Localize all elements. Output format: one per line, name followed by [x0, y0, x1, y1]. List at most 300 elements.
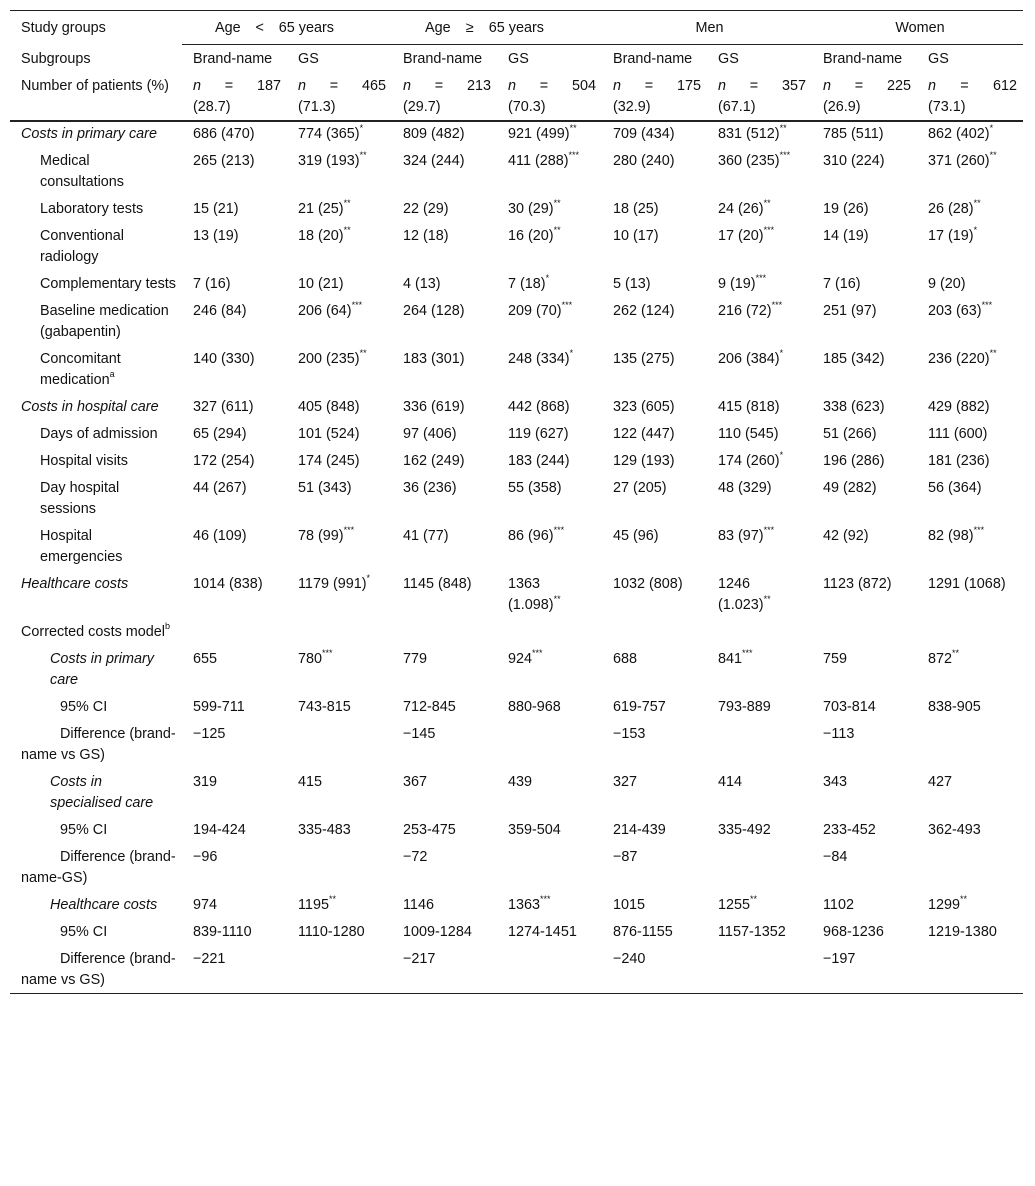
subgroup-label: Brand-name	[613, 51, 693, 67]
patient-count-cell	[812, 72, 917, 121]
value-text: 14 (19)	[823, 228, 869, 244]
subgroup-label: Brand-name	[823, 51, 903, 67]
value-text: 248 (334)	[508, 351, 570, 367]
value-text: 415	[298, 774, 323, 790]
value-cell	[182, 297, 287, 345]
value-text: 65 (294)	[193, 426, 247, 442]
value-text: −113	[823, 726, 855, 742]
value-cell	[497, 447, 602, 474]
value-cell	[497, 345, 602, 393]
value-cell	[182, 945, 287, 994]
significance-marker: ***	[742, 648, 753, 659]
value-text: 336 (619)	[403, 399, 465, 415]
value-cell	[812, 918, 917, 945]
value-cell	[497, 891, 602, 918]
value-cell	[602, 447, 707, 474]
value-cell	[602, 645, 707, 693]
value-text: 324 (244)	[403, 153, 465, 169]
value-text: 1110-1280	[298, 924, 365, 940]
value-text: 140 (330)	[193, 351, 255, 367]
significance-marker: ***	[343, 525, 355, 536]
value-cell	[707, 720, 812, 768]
value-text: 323 (605)	[613, 399, 675, 415]
value-cell	[917, 843, 1023, 891]
value-cell	[707, 945, 812, 994]
value-cell	[287, 918, 392, 945]
row-label-text: Day hospital sessions	[40, 480, 120, 517]
value-cell	[917, 474, 1023, 522]
value-text: 774 (365)	[298, 126, 360, 142]
value-cell	[287, 693, 392, 720]
patient-percent: (32.9)	[613, 99, 651, 115]
value-text: 44 (267)	[193, 480, 247, 496]
value-cell	[392, 891, 497, 918]
value-cell	[707, 222, 812, 270]
row-label-text: Costs in specialised care	[50, 774, 154, 811]
value-text: 111 (600)	[928, 426, 988, 442]
value-text: 4 (13)	[403, 276, 441, 292]
value-text: 97 (406)	[403, 426, 457, 442]
study-groups-label: Study groups	[10, 11, 182, 45]
row-label-text: Healthcare costs	[50, 897, 158, 913]
significance-marker: *	[366, 573, 371, 584]
value-cell	[917, 447, 1023, 474]
value-cell	[287, 393, 392, 420]
significance-marker: **	[553, 225, 561, 236]
footnote-marker: b	[164, 621, 170, 632]
n-symbol: n	[508, 78, 517, 94]
value-cell	[812, 522, 917, 570]
value-text: 1363 (1.098)	[508, 576, 554, 613]
value-text: 335-492	[718, 822, 771, 838]
value-text: 264 (128)	[403, 303, 465, 319]
significance-marker: **	[359, 348, 367, 359]
value-cell	[392, 345, 497, 393]
value-cell	[182, 816, 287, 843]
value-cell	[182, 420, 287, 447]
value-cell	[707, 147, 812, 195]
value-cell	[602, 121, 707, 147]
value-cell	[287, 522, 392, 570]
significance-marker: ***	[561, 300, 573, 311]
significance-marker: ***	[755, 273, 767, 284]
value-text: 216 (72)	[718, 303, 772, 319]
value-text: 1014 (838)	[193, 576, 263, 592]
value-text: 1015	[613, 897, 646, 913]
value-cell	[917, 121, 1023, 147]
value-cell	[392, 693, 497, 720]
value-cell	[602, 297, 707, 345]
significance-marker: *	[545, 273, 550, 284]
value-text: 135 (275)	[613, 351, 675, 367]
value-cell	[392, 570, 497, 618]
significance-marker: *	[779, 348, 784, 359]
value-text: 809 (482)	[403, 126, 465, 142]
patient-count-cell	[392, 72, 497, 121]
value-text: 26 (28)	[928, 201, 974, 217]
value-cell	[917, 918, 1023, 945]
value-cell	[182, 447, 287, 474]
significance-marker: ***	[351, 300, 363, 311]
value-text: 1299	[928, 897, 961, 913]
value-text: 310 (224)	[823, 153, 885, 169]
table-row	[10, 522, 1023, 570]
value-text: −197	[823, 951, 856, 967]
value-text: −72	[403, 849, 428, 865]
value-cell	[392, 297, 497, 345]
value-text: 10 (21)	[298, 276, 344, 292]
patient-count-line	[823, 76, 911, 97]
value-text: 759	[823, 651, 848, 667]
significance-marker: ***	[771, 300, 783, 311]
value-text: 327	[613, 774, 638, 790]
value-cell	[812, 420, 917, 447]
row-label	[10, 918, 182, 945]
value-text: −145	[403, 726, 436, 742]
value-cell	[707, 570, 812, 618]
value-cell	[707, 121, 812, 147]
value-cell	[707, 891, 812, 918]
significance-marker: *	[569, 348, 574, 359]
equals-symbol: =	[644, 78, 654, 94]
value-cell	[182, 693, 287, 720]
value-cell	[182, 522, 287, 570]
row-label	[10, 945, 182, 994]
value-cell	[602, 816, 707, 843]
value-text: 22 (29)	[403, 201, 449, 217]
value-text: 327 (611)	[193, 399, 254, 415]
value-cell	[287, 645, 392, 693]
value-text: 24 (26)	[718, 201, 764, 217]
value-text: 1246 (1.023)	[718, 576, 764, 613]
value-cell	[497, 474, 602, 522]
value-cell	[917, 393, 1023, 420]
value-cell	[917, 720, 1023, 768]
value-cell	[602, 570, 707, 618]
value-cell	[812, 843, 917, 891]
significance-marker: **	[343, 198, 351, 209]
significance-marker: *	[359, 123, 364, 134]
row-label	[10, 474, 182, 522]
patient-count-cell	[287, 72, 392, 121]
value-cell	[287, 891, 392, 918]
value-text: 709 (434)	[613, 126, 675, 142]
value-cell	[812, 147, 917, 195]
value-cell	[917, 693, 1023, 720]
patient-count-cell	[917, 72, 1023, 121]
significance-marker: **	[989, 150, 997, 161]
value-cell	[497, 420, 602, 447]
table-row	[10, 195, 1023, 222]
row-label-text: Costs in hospital care	[21, 399, 159, 415]
value-cell	[812, 570, 917, 618]
value-text: 1255	[718, 897, 751, 913]
row-label-text: Difference (brand-name-GS)	[21, 849, 176, 886]
patient-percent: (28.7)	[193, 99, 231, 115]
value-cell	[182, 918, 287, 945]
value-text: −153	[613, 726, 646, 742]
row-label	[10, 222, 182, 270]
value-text: 17 (19)	[928, 228, 974, 244]
significance-marker: ***	[973, 525, 985, 536]
value-text: 194-424	[193, 822, 246, 838]
value-cell	[497, 147, 602, 195]
value-text: 1363	[508, 897, 541, 913]
patient-count: 225	[886, 78, 911, 94]
patient-percent: (70.3)	[508, 99, 546, 115]
value-cell	[497, 270, 602, 297]
equals-symbol: =	[854, 78, 864, 94]
value-cell	[812, 816, 917, 843]
value-text: 174 (245)	[298, 453, 360, 469]
row-label-text: 95% CI	[60, 822, 108, 838]
value-cell	[812, 720, 917, 768]
value-text: 335-483	[298, 822, 351, 838]
value-text: 18 (25)	[613, 201, 659, 217]
table-row	[10, 645, 1023, 693]
value-cell	[182, 345, 287, 393]
value-cell	[392, 447, 497, 474]
value-cell	[392, 945, 497, 994]
group-age-over-65	[392, 11, 602, 45]
significance-marker: **	[779, 123, 787, 134]
value-cell	[392, 522, 497, 570]
row-label	[10, 693, 182, 720]
value-text: 411 (288)	[508, 153, 569, 169]
row-label-text: Hospital emergencies	[40, 528, 123, 565]
row-label	[10, 297, 182, 345]
patient-percent: (26.9)	[823, 99, 861, 115]
value-text: 838-905	[928, 699, 981, 715]
significance-marker: *	[779, 450, 784, 461]
value-cell	[812, 474, 917, 522]
value-cell	[602, 945, 707, 994]
value-cell	[287, 420, 392, 447]
value-text: 793-889	[718, 699, 771, 715]
value-text: 206 (384)	[718, 351, 780, 367]
value-text: 86 (96)	[508, 528, 554, 544]
value-text: 214-439	[613, 822, 666, 838]
value-cell	[812, 945, 917, 994]
value-text: 1102	[823, 897, 854, 913]
value-cell	[392, 121, 497, 147]
value-text: 5 (13)	[613, 276, 651, 292]
value-text: 429 (882)	[928, 399, 990, 415]
n-symbol: n	[718, 78, 727, 94]
value-cell	[707, 345, 812, 393]
value-text: 56 (364)	[928, 480, 982, 496]
value-text: 17 (20)	[718, 228, 764, 244]
value-cell	[812, 693, 917, 720]
value-cell	[287, 195, 392, 222]
value-text: 51 (266)	[823, 426, 877, 442]
value-text: 262 (124)	[613, 303, 675, 319]
value-cell	[707, 297, 812, 345]
value-text: 49 (282)	[823, 480, 877, 496]
value-cell	[707, 393, 812, 420]
value-cell	[917, 222, 1023, 270]
value-text: 1123 (872)	[823, 576, 892, 592]
patient-count: 465	[361, 78, 386, 94]
value-cell	[602, 345, 707, 393]
value-text: −240	[613, 951, 646, 967]
value-text: 1146	[403, 897, 434, 913]
value-text: 200 (235)	[298, 351, 360, 367]
value-text: 839-1110	[193, 924, 252, 940]
equals-symbol: =	[749, 78, 759, 94]
significance-marker: ***	[540, 894, 551, 905]
value-cell	[392, 645, 497, 693]
patient-percent: (71.3)	[298, 99, 336, 115]
patient-count-line	[718, 76, 806, 97]
significance-marker: **	[553, 594, 561, 605]
value-text: 196 (286)	[823, 453, 885, 469]
value-text: 21 (25)	[298, 201, 344, 217]
value-cell	[287, 270, 392, 297]
value-text: 831 (512)	[718, 126, 780, 142]
patient-count-cell	[182, 72, 287, 121]
value-text: 780	[298, 651, 323, 667]
value-cell	[707, 474, 812, 522]
value-text: 30 (29)	[508, 201, 554, 217]
value-cell	[392, 393, 497, 420]
value-text: 251 (97)	[823, 303, 877, 319]
group-women: Women	[812, 11, 1023, 45]
value-cell	[392, 720, 497, 768]
value-cell	[602, 222, 707, 270]
value-cell	[707, 195, 812, 222]
value-cell	[497, 720, 602, 768]
row-label-text: Hospital visits	[40, 453, 128, 469]
row-label	[10, 195, 182, 222]
significance-marker: **	[989, 348, 997, 359]
value-cell	[392, 270, 497, 297]
table-row	[10, 447, 1023, 474]
value-cell	[602, 393, 707, 420]
row-label	[10, 720, 182, 768]
value-text: 743-815	[298, 699, 351, 715]
value-cell	[917, 570, 1023, 618]
row-label-text: Laboratory tests	[40, 201, 144, 217]
value-text: 362-493	[928, 822, 981, 838]
patient-percent: (67.1)	[718, 99, 756, 115]
row-label-text: Corrected costs model	[21, 624, 165, 640]
value-cell	[182, 645, 287, 693]
value-cell	[182, 843, 287, 891]
value-text: 246 (84)	[193, 303, 247, 319]
row-label-text: Healthcare costs	[21, 576, 129, 592]
value-text: 415 (818)	[718, 399, 780, 415]
value-text: 785 (511)	[823, 126, 884, 142]
significance-marker: ***	[981, 300, 993, 311]
group-word: Age	[425, 20, 451, 36]
table-row	[10, 474, 1023, 522]
value-cell	[707, 447, 812, 474]
n-symbol: n	[403, 78, 412, 94]
value-cell	[497, 645, 602, 693]
value-text: 371 (260)	[928, 153, 990, 169]
table-row	[10, 843, 1023, 891]
equals-symbol: =	[539, 78, 549, 94]
subgroup-label: GS	[718, 51, 739, 67]
row-label-text: Concomitant medication	[40, 351, 121, 388]
table-body	[10, 121, 1023, 994]
value-cell	[602, 918, 707, 945]
value-cell	[602, 693, 707, 720]
value-cell	[602, 891, 707, 918]
value-cell	[182, 720, 287, 768]
value-cell	[497, 522, 602, 570]
value-cell	[182, 222, 287, 270]
value-text: 42 (92)	[823, 528, 869, 544]
value-text: 7 (16)	[193, 276, 231, 292]
value-text: 119 (627)	[508, 426, 569, 442]
value-cell	[812, 345, 917, 393]
significance-marker: **	[750, 894, 758, 905]
table-row	[10, 918, 1023, 945]
value-cell	[497, 918, 602, 945]
value-text: 319 (193)	[298, 153, 360, 169]
footnote-marker: a	[109, 369, 115, 380]
value-text: 265 (213)	[193, 153, 255, 169]
value-text: 367	[403, 774, 428, 790]
value-text: 338 (623)	[823, 399, 885, 415]
value-text: 48 (329)	[718, 480, 772, 496]
value-cell	[917, 645, 1023, 693]
value-cell	[707, 645, 812, 693]
value-text: 280 (240)	[613, 153, 675, 169]
value-text: 619-757	[613, 699, 666, 715]
value-cell	[707, 420, 812, 447]
value-text: 405 (848)	[298, 399, 360, 415]
value-cell	[917, 816, 1023, 843]
significance-marker: ***	[763, 525, 775, 536]
patient-count-cell	[707, 72, 812, 121]
value-cell	[287, 570, 392, 618]
significance-marker: **	[328, 894, 336, 905]
value-text: −217	[403, 951, 436, 967]
row-label	[10, 121, 182, 147]
value-cell	[497, 297, 602, 345]
value-cell	[812, 768, 917, 816]
row-label-text: Costs in primary care	[21, 126, 157, 142]
value-cell	[287, 345, 392, 393]
patient-count: 175	[676, 78, 701, 94]
header-row-patients	[10, 72, 1023, 121]
value-text: 78 (99)	[298, 528, 344, 544]
value-cell	[287, 720, 392, 768]
table-row	[10, 297, 1023, 345]
significance-marker: ***	[322, 648, 333, 659]
value-text: 10 (17)	[613, 228, 659, 244]
value-cell	[917, 768, 1023, 816]
n-symbol: n	[823, 78, 832, 94]
value-cell	[917, 195, 1023, 222]
value-text: 45 (96)	[613, 528, 659, 544]
value-cell	[182, 121, 287, 147]
value-text: −84	[823, 849, 848, 865]
value-cell	[497, 945, 602, 994]
n-symbol: n	[298, 78, 307, 94]
value-text: 427	[928, 774, 953, 790]
patient-percent: (73.1)	[928, 99, 966, 115]
value-text: 841	[718, 651, 743, 667]
row-label-text: Medical consultations	[40, 153, 124, 190]
table-row	[10, 345, 1023, 393]
value-cell	[602, 270, 707, 297]
value-text: 599-711	[193, 699, 245, 715]
value-cell	[287, 121, 392, 147]
